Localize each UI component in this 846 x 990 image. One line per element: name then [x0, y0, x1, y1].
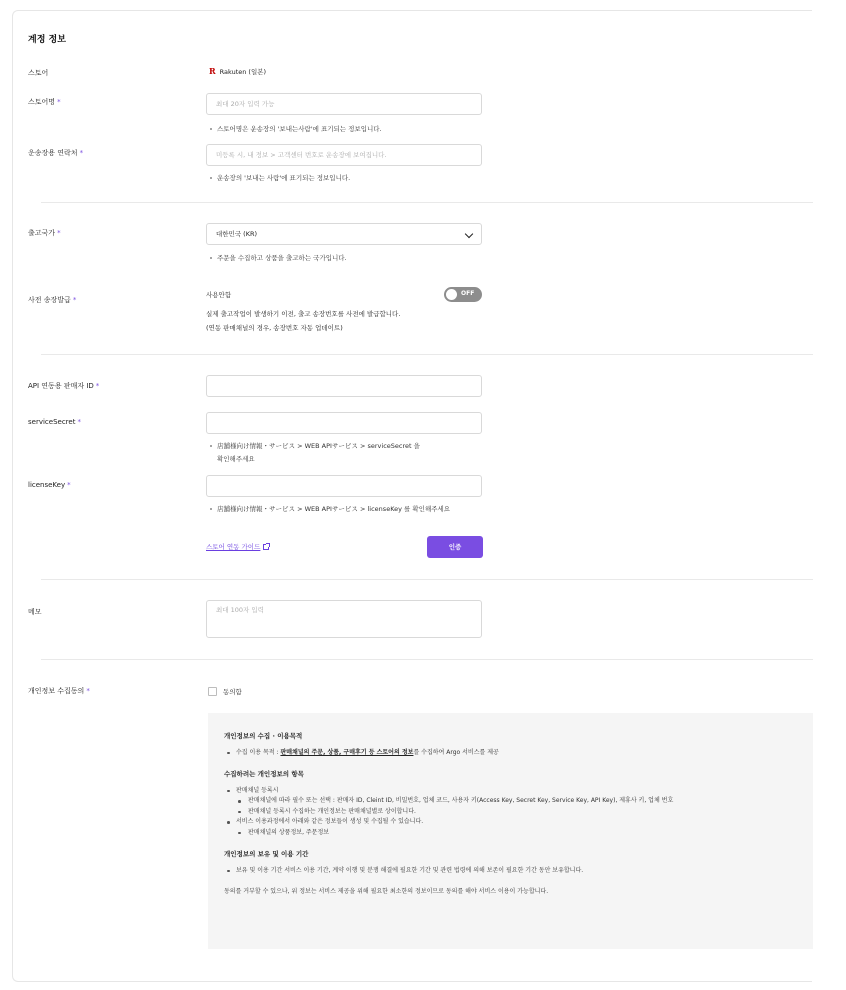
privacy-sec1-item: 수집 이용 목적 : 판매채널의 주문, 상품, 구매후기 등 스토어의 정보를 수집하여 Argo 서비스를 제공 — [224, 748, 797, 759]
memo-label: 메모 — [28, 608, 42, 616]
divider — [41, 659, 813, 660]
divider — [41, 202, 813, 203]
ship-country-selected: 대한민국 (KR) — [216, 230, 258, 238]
privacy-sec2-title: 수집하려는 개인정보의 항목 — [224, 770, 304, 778]
license-key-input[interactable] — [206, 475, 482, 497]
waybill-contact-input[interactable]: 미등록 시, 내 정보 > 고객센터 번호로 운송장에 보여집니다. — [206, 144, 482, 166]
privacy-sec2-item1-sub1: 판매채널에 따라 필수 또는 선택 : 판매자 ID, Cleint ID, 비밀번호, 업체 코드, 사용자 키(Access Key, Secret Key, Service Key, API Key), 제휴사 키, 업체 번호 — [224, 796, 797, 807]
pre-invoice-usage: 사용안함 — [206, 291, 232, 299]
privacy-footer: 동의를 거부할 수 있으나, 위 정보는 서비스 제공을 위해 필요한 최소한의 정보이므로 동의를 해야 서비스 이용이 가능합니다. — [224, 888, 549, 895]
pre-invoice-label: 사전 송장발급 * — [28, 296, 77, 304]
toggle-knob — [446, 289, 457, 300]
ship-country-hint: 주문을 수집하고 상품을 출고하는 국가입니다. — [210, 253, 347, 262]
waybill-contact-label: 운송장용 연락처 * — [28, 149, 84, 157]
ship-country-select[interactable] — [206, 223, 482, 245]
auth-button[interactable]: 인증 — [427, 536, 483, 558]
privacy-consent-checkbox-label[interactable]: 동의함 — [223, 688, 242, 696]
toggle-text: OFF — [461, 290, 475, 297]
store-value — [209, 66, 266, 76]
service-secret-hint: 店舗様向け情報・サービス > WEB APIサービス > serviceSecret 을 — [210, 441, 420, 450]
external-link-icon — [263, 544, 269, 550]
service-secret-hint2: 확인해주세요 — [217, 455, 255, 463]
store-name-hint: 스토어명은 운송장의 '보내는사람'에 표기되는 정보입니다. — [210, 124, 382, 133]
memo-textarea[interactable]: 최대 100자 입력 — [206, 600, 482, 638]
privacy-consent-checkbox[interactable] — [208, 687, 217, 696]
api-seller-id-input[interactable] — [206, 375, 482, 397]
license-key-hint: 店舗様向け情報・サービス > WEB APIサービス > licenseKey 를 확인해주세요 — [210, 504, 450, 513]
divider — [41, 354, 813, 355]
store-name-label: 스토어명 * — [28, 98, 61, 106]
chevron-down-icon — [465, 230, 473, 238]
account-info-card — [12, 10, 812, 982]
store-label: 스토어 — [28, 69, 49, 77]
privacy-sec1-title: 개인정보의 수집 · 이용목적 — [224, 732, 303, 740]
store-value-text: Rakuten (일본) — [219, 68, 267, 76]
service-secret-input[interactable] — [206, 412, 482, 434]
privacy-sec2-item2-sub1: 판매채널의 상품정보, 주문정보 — [224, 828, 797, 839]
divider — [41, 579, 813, 580]
license-key-label: licenseKey * — [28, 481, 71, 489]
waybill-contact-hint: 운송장의 '보내는 사람'에 표기되는 정보입니다. — [210, 173, 350, 182]
privacy-sec2-item2: 서비스 이용과정에서 아래와 같은 정보들이 생성 및 수집될 수 있습니다. — [224, 817, 797, 828]
rakuten-logo-icon: R — [209, 66, 216, 76]
privacy-sec3-item: 보유 및 이용 기간 서비스 이용 기간, 계약 이행 및 분쟁 해결에 필요한 기간 및 관련 법령에 의해 보존이 필요한 기간 동안 보유합니다. — [224, 866, 797, 877]
section-title: 계정 정보 — [28, 35, 66, 45]
privacy-consent-label: 개인정보 수집동의 * — [28, 687, 90, 695]
api-seller-id-label: API 연동용 판매자 ID * — [28, 382, 100, 390]
store-name-input[interactable]: 최대 20자 입력 가능 — [206, 93, 482, 115]
privacy-sec3-title: 개인정보의 보유 및 이용 기간 — [224, 850, 309, 858]
ship-country-label: 출고국가 * — [28, 229, 61, 237]
pre-invoice-desc2: (연동 판매채널의 경우, 송장번호 자동 업데이트) — [206, 324, 343, 332]
privacy-sec2-item1: 판매채널 등록시 — [224, 786, 797, 797]
service-secret-label: serviceSecret * — [28, 418, 81, 426]
pre-invoice-toggle[interactable] — [444, 287, 482, 302]
required-mark: * — [57, 98, 61, 106]
privacy-terms-box — [208, 713, 813, 949]
store-guide-link[interactable]: 스토어 연동 가이드 — [206, 542, 269, 551]
privacy-sec2-item1-sub2: 판매채널 등록시 수집하는 개인정보는 판매채널별로 상이합니다. — [224, 807, 797, 818]
pre-invoice-desc1: 실제 출고작업이 발생하기 이전, 출고 송장번호를 사전에 발급합니다. — [206, 310, 401, 318]
